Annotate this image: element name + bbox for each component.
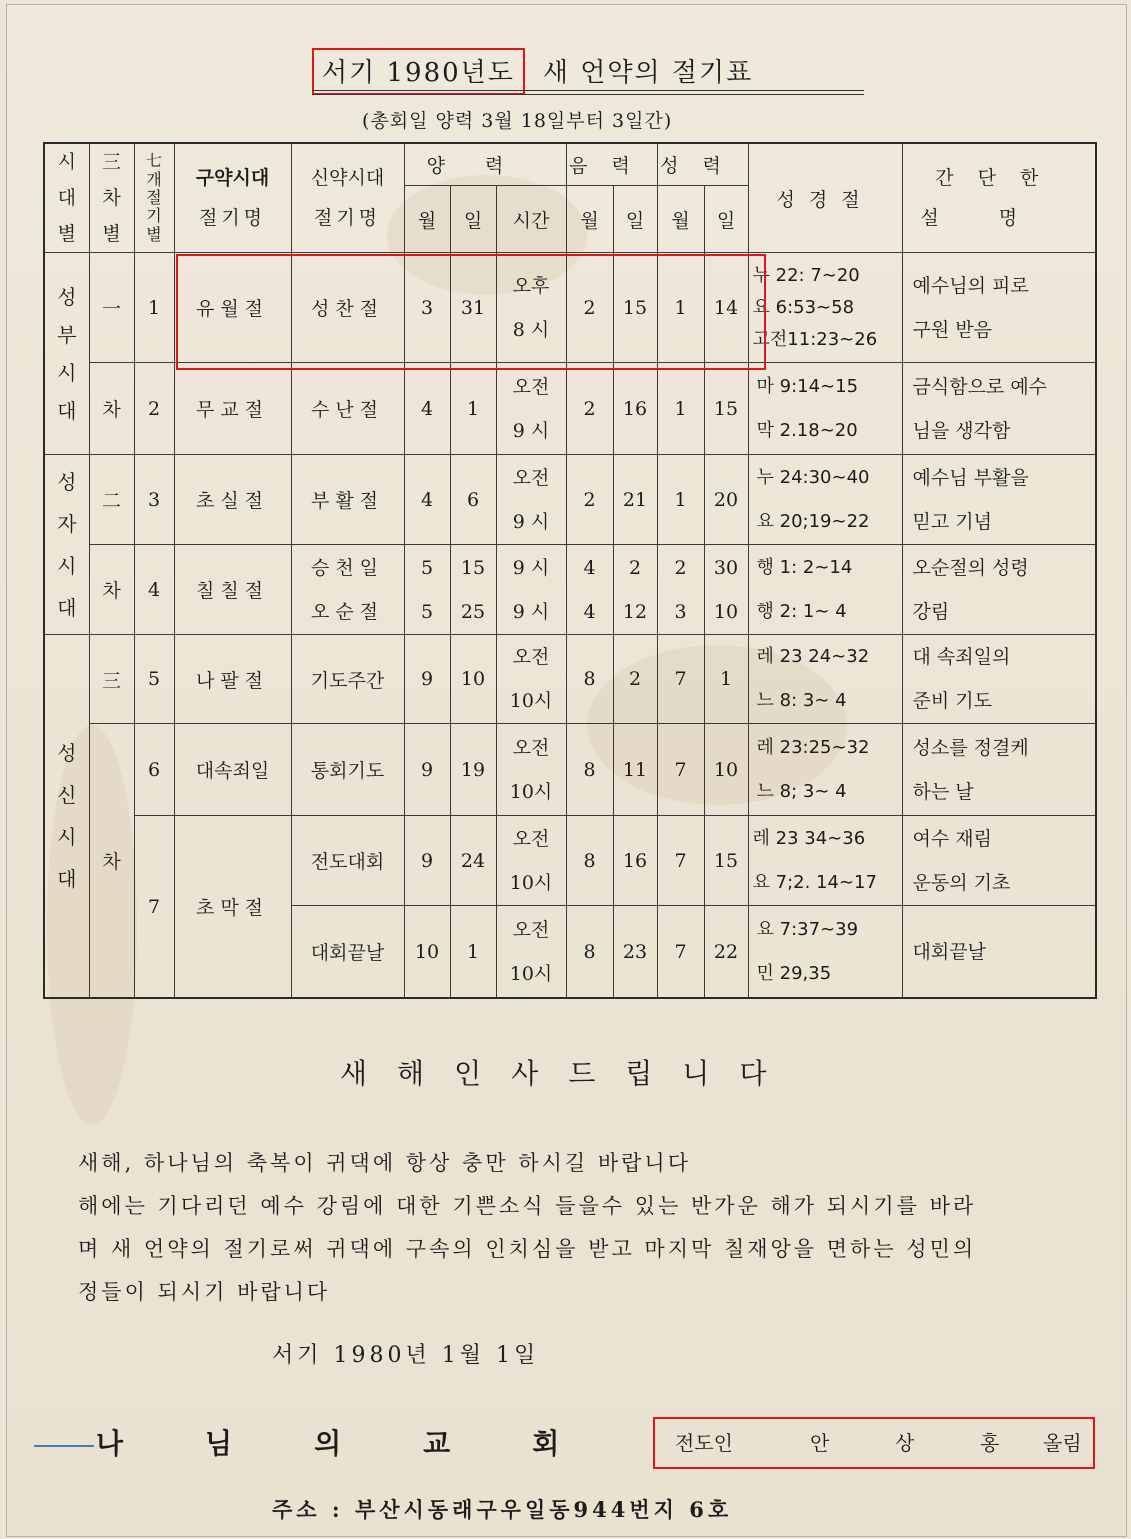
solar-day: 1 (450, 363, 496, 455)
sacred-month: 1 (657, 253, 704, 363)
ot-festival-name: 무교절 (174, 363, 291, 455)
festival-description: 예수님 부활을 믿고 기념 (902, 455, 1096, 545)
solar-time: 오전 9 시 (496, 455, 566, 545)
header-solar: 양력 (404, 143, 566, 186)
verse-references: 레 23 24∼32 느 8: 3∼ 4 (748, 635, 902, 724)
lunar-day: 23 (613, 906, 657, 998)
title-year-highlight: 서기 1980년도 (312, 48, 525, 95)
solar-time: 오전 10시 (496, 724, 566, 816)
header-solar-month: 월 (404, 186, 450, 253)
lunar-day: 2 (613, 635, 657, 724)
nt-festival-name: 통회기도 (291, 724, 404, 816)
ink-mark (34, 1445, 94, 1447)
stage-cell: 차 (89, 724, 134, 998)
festival-description: 대회끝날 (902, 906, 1096, 998)
sacred-day: 14 (704, 253, 748, 363)
lunar-month: 2 (566, 363, 613, 455)
lunar-month: 8 (566, 816, 613, 906)
table-row (44, 363, 1096, 455)
greeting-date: 서기 1980년 1월 1일 (272, 1343, 540, 1368)
solar-time: 오전 10시 (496, 635, 566, 724)
nt-festival-name: 기도주간 (291, 635, 404, 724)
festival-number: 7 (134, 816, 174, 998)
solar-day: 10 (450, 635, 496, 724)
lunar-month: 2 (566, 455, 613, 545)
lunar-month: 2 (566, 253, 613, 363)
table-row (44, 455, 1096, 545)
header-new-testament: 신약시대 절기명 (291, 143, 404, 253)
festival-description: 대 속죄일의 준비 기도 (902, 635, 1096, 724)
nt-festival-name: 수난절 (291, 363, 404, 455)
solar-day: 24 (450, 816, 496, 906)
solar-month: 5 5 (404, 545, 450, 635)
solar-month: 9 (404, 816, 450, 906)
verse-references: 레 23 34∼36 요 7;2. 14∼17 (748, 816, 902, 906)
header-verses: 성경절 (748, 143, 902, 253)
header-solar-time: 시간 (496, 186, 566, 253)
solar-day: 31 (450, 253, 496, 363)
stage-cell: 차 (89, 363, 134, 455)
solar-month: 10 (404, 906, 450, 998)
solar-day: 19 (450, 724, 496, 816)
sacred-day: 30 10 (704, 545, 748, 635)
stage-cell: 二 (89, 455, 134, 545)
verse-references: 행 1: 2∼14 행 2: 1∼ 4 (748, 545, 902, 635)
document-subtitle: (총회일 양력 3월 18일부터 3일간) (362, 110, 673, 132)
greeting-line: 정들이 되시기 바랍니다 (78, 1280, 331, 1304)
header-sacred-day: 일 (704, 186, 748, 253)
table-row (44, 253, 1096, 363)
stage-cell: 三 (89, 635, 134, 724)
era-cell: 성신시대 (44, 635, 89, 998)
festival-description: 성소를 정결케 하는 날 (902, 724, 1096, 816)
lunar-day: 21 (613, 455, 657, 545)
header-lunar-day: 일 (613, 186, 657, 253)
solar-month: 3 (404, 253, 450, 363)
stage-cell: 一 (89, 253, 134, 363)
table-row (44, 635, 1096, 724)
ot-festival-name: 대속죄일 (174, 724, 291, 816)
sacred-month: 1 (657, 363, 704, 455)
lunar-day: 16 (613, 816, 657, 906)
header-lunar-month: 월 (566, 186, 613, 253)
header-seven-festivals: 七개절기별 (134, 143, 174, 253)
sacred-day: 10 (704, 724, 748, 816)
festival-description: 여수 재림 운동의 기초 (902, 816, 1096, 906)
lunar-day: 11 (613, 724, 657, 816)
nt-festival-name: 전도대회 (291, 816, 404, 906)
verse-references: 레 23:25∼32 느 8; 3∼ 4 (748, 724, 902, 816)
header-sacred: 성력 (657, 143, 748, 186)
nt-festival-name: 부활절 (291, 455, 404, 545)
preacher-role: 전도인 (675, 1431, 733, 1455)
table-row (44, 545, 1096, 635)
lunar-month: 8 (566, 724, 613, 816)
lunar-day: 16 (613, 363, 657, 455)
ot-festival-name: 나팔절 (174, 635, 291, 724)
greeting-line: 새해, 하나님의 축복이 귀댁에 항상 충만 하시길 바랍니다 (78, 1151, 691, 1175)
sacred-day: 1 (704, 635, 748, 724)
header-era: 시대별 (44, 143, 89, 253)
sacred-day: 15 (704, 816, 748, 906)
solar-time: 오후 8 시 (496, 253, 566, 363)
sacred-month: 7 (657, 635, 704, 724)
sacred-day: 15 (704, 363, 748, 455)
sacred-month: 1 (657, 455, 704, 545)
nt-festival-name: 성찬절 (291, 253, 404, 363)
header-description: 간단한 설명 (902, 143, 1096, 253)
solar-month: 4 (404, 455, 450, 545)
festival-description: 예수님의 피로 구원 받음 (902, 253, 1096, 363)
verse-references: 요 7:37∼39 민 29,35 (748, 906, 902, 998)
festival-number: 5 (134, 635, 174, 724)
title-rest: 새 언약의 절기표 (542, 58, 754, 88)
ot-festival-name: 초막절 (174, 816, 291, 998)
sacred-month: 7 (657, 724, 704, 816)
document-title (312, 48, 872, 92)
solar-time: 오전 10시 (496, 906, 566, 998)
festival-description: 오순절의 성령 강림 (902, 545, 1096, 635)
greeting-title: 새해인사드립니다 (340, 1057, 797, 1090)
church-address: 주소 : 부산시동래구우일동944번지 6호 (272, 1497, 733, 1522)
solar-day: 15 25 (450, 545, 496, 635)
festival-number: 3 (134, 455, 174, 545)
preacher-name-3: 홍 (980, 1431, 1000, 1455)
preacher-name-2: 상 (895, 1431, 915, 1455)
ot-festival-name: 칠칠절 (174, 545, 291, 635)
lunar-day: 15 (613, 253, 657, 363)
greeting-line: 해에는 기다리던 예수 강림에 대한 기쁜소식 들을수 있는 반가운 해가 되시기를 바라 (78, 1194, 977, 1218)
sacred-month: 7 (657, 906, 704, 998)
sacred-month: 2 3 (657, 545, 704, 635)
sacred-day: 22 (704, 906, 748, 998)
header-solar-day: 일 (450, 186, 496, 253)
festival-number: 4 (134, 545, 174, 635)
festival-description: 금식함으로 예수 님을 생각함 (902, 363, 1096, 455)
header-stage: 三차별 (89, 143, 134, 253)
festival-number: 2 (134, 363, 174, 455)
festival-number: 6 (134, 724, 174, 816)
ot-festival-name: 유월절 (174, 253, 291, 363)
ot-festival-name: 초실절 (174, 455, 291, 545)
sacred-day: 20 (704, 455, 748, 545)
era-cell: 성자시대 (44, 455, 89, 635)
solar-time: 오전 10시 (496, 816, 566, 906)
solar-day: 6 (450, 455, 496, 545)
festival-number: 1 (134, 253, 174, 363)
solar-month: 9 (404, 724, 450, 816)
preacher-signature-box (653, 1417, 1095, 1469)
title-underline (312, 90, 864, 95)
solar-day: 1 (450, 906, 496, 998)
nt-festival-name: 대회끝날 (291, 906, 404, 998)
header-old-testament: 구약시대 절기명 (174, 143, 291, 253)
era-cell: 성부시대 (44, 253, 89, 455)
preacher-suffix: 올림 (1043, 1431, 1082, 1455)
lunar-day: 2 12 (613, 545, 657, 635)
solar-month: 4 (404, 363, 450, 455)
greeting-line: 며 새 언약의 절기로써 귀댁에 구속의 인치심을 받고 마지막 칠재앙을 면하는 성민의 (78, 1237, 977, 1261)
greeting-paragraph (78, 1142, 1078, 1314)
nt-festival-name: 승천일 오순절 (291, 545, 404, 635)
church-name: 나님의교회 (96, 1427, 642, 1460)
solar-time: 오전 9 시 (496, 363, 566, 455)
verse-references: 누 22: 7∼20 요 6:53∼58 고전11:23∼26 (748, 253, 902, 363)
verse-references: 누 24:30∼40 요 20;19∼22 (748, 455, 902, 545)
table-row (44, 724, 1096, 816)
solar-time: 9 시 9 시 (496, 545, 566, 635)
table-row (44, 816, 1096, 906)
header-lunar: 음력 (566, 143, 657, 186)
lunar-month: 8 (566, 906, 613, 998)
header-sacred-month: 월 (657, 186, 704, 253)
preacher-name-1: 안 (810, 1431, 830, 1455)
festival-schedule-table (43, 142, 1097, 999)
lunar-month: 4 4 (566, 545, 613, 635)
verse-references: 마 9:14∼15 막 2.18∼20 (748, 363, 902, 455)
stage-cell: 차 (89, 545, 134, 635)
lunar-month: 8 (566, 635, 613, 724)
solar-month: 9 (404, 635, 450, 724)
sacred-month: 7 (657, 816, 704, 906)
